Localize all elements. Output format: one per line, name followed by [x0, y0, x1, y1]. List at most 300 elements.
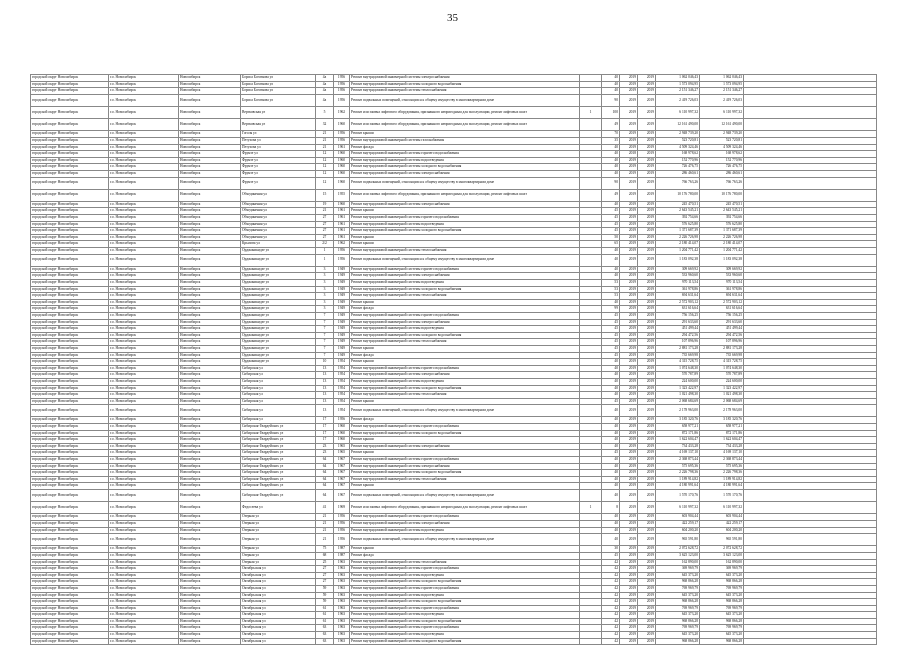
table-cell: Новосибирск	[179, 131, 241, 138]
table-cell: 40	[602, 266, 620, 273]
table-cell: городской округ Новосибирск	[31, 463, 109, 470]
table-cell: городской округ Новосибирск	[31, 189, 109, 201]
table-cell: 40	[602, 81, 620, 88]
table-cell: 1949	[334, 312, 350, 319]
table-cell: 604 200,20	[656, 527, 700, 534]
table-cell: 21	[316, 527, 334, 534]
table-cell: Объединения ул	[241, 201, 316, 208]
table-cell: 1960	[334, 177, 350, 189]
table-cell: Орджоникидзе ул	[241, 273, 316, 280]
table-cell: Ремонт крыши	[350, 359, 580, 366]
table-cell: 4 315 728,75	[656, 359, 700, 366]
table-cell: 604 200,20	[700, 527, 744, 534]
table-cell: 392 754,66	[700, 215, 744, 222]
table-cell: 2019	[638, 293, 656, 300]
table-cell: городской округ Новосибирск	[31, 266, 109, 273]
table-cell: 2 226 726,98	[656, 234, 700, 241]
table-row	[31, 638, 877, 645]
table-cell: Ремонт крыши	[350, 131, 580, 138]
table-cell	[580, 293, 602, 300]
table-cell: 2019	[620, 339, 638, 346]
table-cell	[580, 345, 602, 352]
table-row	[31, 151, 877, 158]
table-cell: 2019	[620, 405, 638, 417]
table-cell: 3	[316, 266, 334, 273]
table-cell: Ремонт фасада	[350, 552, 580, 559]
table-cell: 2019	[620, 157, 638, 164]
table-cell: 7	[316, 332, 334, 339]
table-cell: 40	[602, 392, 620, 399]
table-cell: 1954	[334, 372, 350, 379]
table-cell: городской округ Новосибирск	[31, 286, 109, 293]
table-cell: городской округ Новосибирск	[31, 75, 109, 82]
table-cell: 1 204 771,42	[700, 248, 744, 255]
table-cell: 45	[602, 398, 620, 405]
table-cell: 1949	[334, 332, 350, 339]
table-cell: 2019	[620, 273, 638, 280]
table-cell: Сибирская-Гвардейских ул	[241, 470, 316, 477]
table-cell	[580, 405, 602, 417]
table-cell: г.о. Новосибирск	[109, 131, 179, 138]
table-cell: Сибирская ул	[241, 398, 316, 405]
table-cell: 64	[316, 490, 334, 502]
table-cell: г.о. Новосибирск	[109, 405, 179, 417]
table-cell: 25	[316, 559, 334, 566]
table-row	[31, 189, 877, 201]
table-cell: 2019	[620, 228, 638, 235]
table-cell: 1967	[334, 490, 350, 502]
table-cell: Новосибирск	[179, 612, 241, 619]
table-row	[31, 299, 877, 306]
table-cell	[580, 339, 602, 346]
table-cell: г.о. Новосибирск	[109, 339, 179, 346]
table-cell: г.о. Новосибирск	[109, 157, 179, 164]
table-cell: г.о. Новосибирск	[109, 437, 179, 444]
table-cell: Объединения ул	[241, 228, 316, 235]
table-row	[31, 599, 877, 606]
table-cell: 2 643 545,21	[656, 208, 700, 215]
table-cell: Новосибирск	[179, 75, 241, 82]
table-cell: Новосибирск	[179, 470, 241, 477]
table-cell: Новосибирск	[179, 490, 241, 502]
table-cell	[744, 605, 877, 612]
table-cell: 40	[602, 483, 620, 490]
table-cell	[744, 332, 877, 339]
table-cell: 2 180 414,07	[700, 241, 744, 248]
table-cell: г.о. Новосибирск	[109, 280, 179, 287]
table-cell: г.о. Новосибирск	[109, 208, 179, 215]
table-cell: Новосибирск	[179, 437, 241, 444]
table-cell: 64	[316, 463, 334, 470]
table-cell: 1963	[334, 599, 350, 606]
table-cell: Ремонт или замена лифтового оборудования, признанного непригодным для эксплуатации, ремонт лифтовых шахт	[350, 502, 580, 514]
table-cell: 2019	[620, 552, 638, 559]
table-cell	[744, 273, 877, 280]
table-cell: г.о. Новосибирск	[109, 345, 179, 352]
table-cell: Новосибирск	[179, 417, 241, 424]
table-cell	[744, 638, 877, 645]
table-cell: 42	[602, 632, 620, 639]
table-cell: г.о. Новосибирск	[109, 483, 179, 490]
table-cell: Ремонт крыши	[350, 450, 580, 457]
table-cell: 2019	[638, 326, 656, 333]
table-cell: 2019	[620, 88, 638, 95]
table-cell	[744, 398, 877, 405]
table-row	[31, 241, 877, 248]
table-cell: 1	[316, 248, 334, 255]
table-cell: Ремонт внутридомовой инженерной системы электроснабжения	[350, 201, 580, 208]
table-cell: 2019	[638, 273, 656, 280]
table-cell: Новосибирск	[179, 559, 241, 566]
table-cell: 645 373,20	[656, 572, 700, 579]
table-cell: Объединения ул	[241, 189, 316, 201]
table-cell: Новосибирск	[179, 359, 241, 366]
table-cell: 40	[602, 88, 620, 95]
table-cell: 2019	[638, 248, 656, 255]
table-cell: 1949	[334, 339, 350, 346]
table-cell: Сибирская ул	[241, 392, 316, 399]
table-row	[31, 417, 877, 424]
table-cell: Ремонт внутридомовой инженерной системы теплоснабжения	[350, 293, 580, 300]
table-cell: 1954	[334, 378, 350, 385]
table-cell: Новосибирск	[179, 566, 241, 573]
table-cell: городской округ Новосибирск	[31, 201, 109, 208]
table-cell: 1 323 422,97	[700, 385, 744, 392]
table-cell: городской округ Новосибирск	[31, 514, 109, 521]
table-cell	[580, 599, 602, 606]
table-cell: 1960	[334, 201, 350, 208]
table-cell	[580, 144, 602, 151]
table-cell: 5	[316, 106, 334, 118]
table-cell: 40	[602, 527, 620, 534]
table-cell: Новосибирск	[179, 94, 241, 106]
table-cell: 27	[316, 566, 334, 573]
table-cell: 2019	[620, 398, 638, 405]
table-cell: 2 178 963,00	[656, 405, 700, 417]
table-cell: 2019	[620, 579, 638, 586]
table-cell: 2019	[638, 585, 656, 592]
table-cell: 1 062 046,43	[700, 75, 744, 82]
table-cell: Ремонт подвальных помещений, относящихся к общему имуществу в многоквартирном доме	[350, 177, 580, 189]
table-cell: 4 169 137,10	[656, 450, 700, 457]
table-cell	[744, 450, 877, 457]
table-cell: 42	[602, 638, 620, 645]
table-cell	[580, 579, 602, 586]
table-cell: городской округ Новосибирск	[31, 345, 109, 352]
table-cell	[744, 293, 877, 300]
table-cell	[744, 228, 877, 235]
table-cell: 1960	[334, 437, 350, 444]
table-cell: Ремонт или замена лифтового оборудования, признанного непригодным для эксплуатации, ремонт лифтовых шахт	[350, 119, 580, 131]
table-cell: городской округ Новосибирск	[31, 137, 109, 144]
table-cell: городской округ Новосибирск	[31, 424, 109, 431]
table-cell	[744, 312, 877, 319]
table-cell: 2019	[638, 457, 656, 464]
table-cell	[580, 592, 602, 599]
table-cell: 2019	[638, 365, 656, 372]
table-cell: Орджоникидзе ул	[241, 326, 316, 333]
table-cell	[580, 463, 602, 470]
table-cell: 2 072 628,72	[700, 546, 744, 553]
table-cell: 1949	[334, 286, 350, 293]
table-cell: 2019	[620, 424, 638, 431]
table-cell: 1963	[334, 638, 350, 645]
table-cell: городской округ Новосибирск	[31, 398, 109, 405]
table-cell: 2019	[638, 638, 656, 645]
table-cell	[580, 612, 602, 619]
table-cell: 1954	[334, 392, 350, 399]
table-cell: 4а	[316, 81, 334, 88]
table-cell: 1949	[334, 345, 350, 352]
table-cell: 3	[316, 273, 334, 280]
table-cell: г.о. Новосибирск	[109, 266, 179, 273]
page-number: 35	[447, 12, 458, 24]
table-row	[31, 144, 877, 151]
table-cell: Новосибирск	[179, 319, 241, 326]
table-cell: Сибирская ул	[241, 385, 316, 392]
table-cell: 2019	[620, 430, 638, 437]
table-row	[31, 592, 877, 599]
table-cell: Новосибирск	[179, 312, 241, 319]
table-cell: 570 787,89	[700, 372, 744, 379]
table-cell: г.о. Новосибирск	[109, 430, 179, 437]
table-cell: 2019	[638, 88, 656, 95]
table-cell: г.о. Новосибирск	[109, 546, 179, 553]
table-cell: 2019	[638, 502, 656, 514]
table-cell: г.о. Новосибирск	[109, 592, 179, 599]
table-cell: 2019	[638, 378, 656, 385]
table-cell: 1956	[334, 254, 350, 266]
table-cell: 245 470,51	[656, 201, 700, 208]
table-cell: 45	[602, 352, 620, 359]
table-cell: 2019	[620, 437, 638, 444]
table-cell: 1 183 092,38	[700, 254, 744, 266]
table-cell: Ремонт внутридомовой инженерной системы холодного водоснабжения	[350, 618, 580, 625]
table-cell: 2 368 873,44	[656, 457, 700, 464]
table-cell: 13	[316, 378, 334, 385]
table-cell: г.о. Новосибирск	[109, 470, 179, 477]
table-cell: 1956	[334, 520, 350, 527]
table-row	[31, 88, 877, 95]
table-cell: 2019	[620, 572, 638, 579]
table-cell: 2019	[638, 137, 656, 144]
table-cell: 2019	[638, 443, 656, 450]
table-cell: 1960	[334, 170, 350, 177]
table-cell	[580, 88, 602, 95]
table-cell: городской округ Новосибирск	[31, 520, 109, 527]
table-cell: 27	[316, 579, 334, 586]
table-cell: 968 866,28	[656, 599, 700, 606]
table-cell: Орджоникидзе ул	[241, 286, 316, 293]
table-cell: 40	[602, 430, 620, 437]
table-cell: 2019	[638, 106, 656, 118]
table-cell: 2019	[620, 234, 638, 241]
table-cell: 90	[602, 177, 620, 189]
table-cell: городской округ Новосибирск	[31, 405, 109, 417]
table-cell: 45	[602, 208, 620, 215]
table-cell: 2019	[620, 592, 638, 599]
table-cell: 21	[316, 137, 334, 144]
table-cell: 40	[602, 170, 620, 177]
table-cell	[744, 443, 877, 450]
table-cell	[744, 151, 877, 158]
table-cell: Орджоникидзе ул	[241, 293, 316, 300]
table-cell: городской округ Новосибирск	[31, 552, 109, 559]
table-cell: Октябрьская ул	[241, 572, 316, 579]
table-cell: 17	[316, 424, 334, 431]
table-row	[31, 385, 877, 392]
table-row	[31, 280, 877, 287]
table-cell: Новосибирск	[179, 450, 241, 457]
table-cell: 40	[602, 490, 620, 502]
table-cell: Федосеева ул	[241, 502, 316, 514]
table-cell	[580, 378, 602, 385]
table-cell: 1960	[334, 119, 350, 131]
table-row	[31, 131, 877, 138]
table-cell: г.о. Новосибирск	[109, 559, 179, 566]
table-cell: 576 625,80	[656, 221, 700, 228]
table-cell: 1949	[334, 352, 350, 359]
table-cell: 40	[602, 378, 620, 385]
table-cell: 12	[316, 164, 334, 171]
table-cell: 968 866,28	[700, 599, 744, 606]
table-cell: городской округ Новосибирск	[31, 326, 109, 333]
table-cell: городской округ Новосибирск	[31, 385, 109, 392]
table-cell	[744, 254, 877, 266]
table-cell: 19	[316, 201, 334, 208]
table-cell: 2019	[620, 94, 638, 106]
table-cell: Орджоникидзе ул	[241, 266, 316, 273]
table-cell: 1963	[334, 559, 350, 566]
table-cell: 2 180 414,07	[656, 241, 700, 248]
table-row	[31, 457, 877, 464]
table-cell	[744, 430, 877, 437]
table-cell: 42	[602, 572, 620, 579]
table-cell	[580, 306, 602, 313]
table-cell: 4 180 991,64	[656, 483, 700, 490]
table-cell: 2 151 346,27	[656, 88, 700, 95]
table-row	[31, 215, 877, 222]
table-cell: 2019	[638, 618, 656, 625]
table-cell: 23	[316, 450, 334, 457]
table-cell: 3 625 123,00	[656, 552, 700, 559]
table-cell: Октябрьская ул	[241, 585, 316, 592]
table-cell: 309 669,92	[656, 266, 700, 273]
table-cell: 2019	[620, 632, 638, 639]
table-cell: Ремонт внутридомовой инженерной системы холодного водоснабжения	[350, 638, 580, 645]
table-cell: 40	[602, 443, 620, 450]
table-cell: 6 110 997,32	[656, 106, 700, 118]
table-cell: 1 074 648,30	[656, 365, 700, 372]
table-cell: 2019	[638, 319, 656, 326]
table-cell: городской округ Новосибирск	[31, 450, 109, 457]
table-cell	[744, 189, 877, 201]
table-cell: Ремонт подвальных помещений, относящихся к общему имуществу в многоквартирном доме	[350, 254, 580, 266]
table-cell: 3 185 320,76	[700, 417, 744, 424]
table-cell: Новосибирск	[179, 273, 241, 280]
table-cell: 45	[602, 319, 620, 326]
table-cell: городской округ Новосибирск	[31, 430, 109, 437]
table-cell: 576 625,80	[700, 221, 744, 228]
table-cell: г.о. Новосибирск	[109, 476, 179, 483]
table-cell: Новосибирск	[179, 638, 241, 645]
table-cell: Ремонт внутридомовой инженерной системы холодного водоснабжения	[350, 579, 580, 586]
table-cell: Бориса Богаткова ул	[241, 75, 316, 82]
table-cell: 4а	[316, 75, 334, 82]
table-cell: 369 969,79	[656, 566, 700, 573]
table-cell: г.о. Новосибирск	[109, 520, 179, 527]
table-cell: Объединения ул	[241, 208, 316, 215]
table-cell: 2019	[620, 483, 638, 490]
table-cell: 1967	[334, 470, 350, 477]
table-row	[31, 164, 877, 171]
table-cell	[744, 592, 877, 599]
table-cell	[580, 332, 602, 339]
table-cell: городской округ Новосибирск	[31, 81, 109, 88]
table-cell	[744, 177, 877, 189]
table-cell: Новосибирск	[179, 352, 241, 359]
table-cell: 309 669,92	[700, 266, 744, 273]
table-cell	[744, 241, 877, 248]
table-cell: 17	[316, 417, 334, 424]
table-cell: 294 472,56	[656, 332, 700, 339]
table-cell	[744, 326, 877, 333]
table-cell	[744, 483, 877, 490]
table-cell: 13	[316, 398, 334, 405]
table-cell: 2019	[620, 359, 638, 366]
table-cell: Новосибирск	[179, 151, 241, 158]
table-cell: 40	[602, 534, 620, 546]
table-cell: Ремонт внутридомовой инженерной системы теплоснабжения	[350, 339, 580, 346]
table-cell	[580, 273, 602, 280]
table-cell	[744, 470, 877, 477]
table-row	[31, 632, 877, 639]
table-cell: 21	[316, 514, 334, 521]
table-cell: 2019	[638, 476, 656, 483]
table-row	[31, 254, 877, 266]
table-cell: 35	[602, 137, 620, 144]
table-cell: Новосибирск	[179, 157, 241, 164]
table-cell: 2019	[638, 632, 656, 639]
table-cell: 2019	[638, 405, 656, 417]
table-cell: 2019	[620, 208, 638, 215]
table-cell: 100	[602, 106, 620, 118]
table-cell: Ремонт крыши	[350, 345, 580, 352]
table-cell: Сибирская-Гвардейских ул	[241, 457, 316, 464]
table-cell: 2 068 684,69	[656, 398, 700, 405]
table-cell: городской округ Новосибирск	[31, 131, 109, 138]
table-cell: 2019	[620, 189, 638, 201]
table-cell: городской округ Новосибирск	[31, 299, 109, 306]
table-cell: 2019	[638, 520, 656, 527]
table-cell: 2019	[638, 177, 656, 189]
table-cell: Ремонт или замена лифтового оборудования, признанного непригодным для эксплуатации, ремонт лифтовых шахт	[350, 106, 580, 118]
table-cell: 2019	[620, 131, 638, 138]
table-cell: 645 373,20	[700, 592, 744, 599]
table-cell: Орджоникидзе ул	[241, 312, 316, 319]
table-cell: 4 509 324,46	[700, 144, 744, 151]
table-cell	[580, 546, 602, 553]
table-cell: 2019	[620, 457, 638, 464]
table-cell: 451 499,44	[700, 326, 744, 333]
table-cell: 735 669,98	[656, 352, 700, 359]
table-cell: 1 573 094,95	[700, 81, 744, 88]
table-cell: Сибирская ул	[241, 372, 316, 379]
table-cell: 50	[602, 234, 620, 241]
table-cell: Фрунзе ул	[241, 151, 316, 158]
table-cell: 1961	[334, 208, 350, 215]
table-cell: 68	[316, 552, 334, 559]
